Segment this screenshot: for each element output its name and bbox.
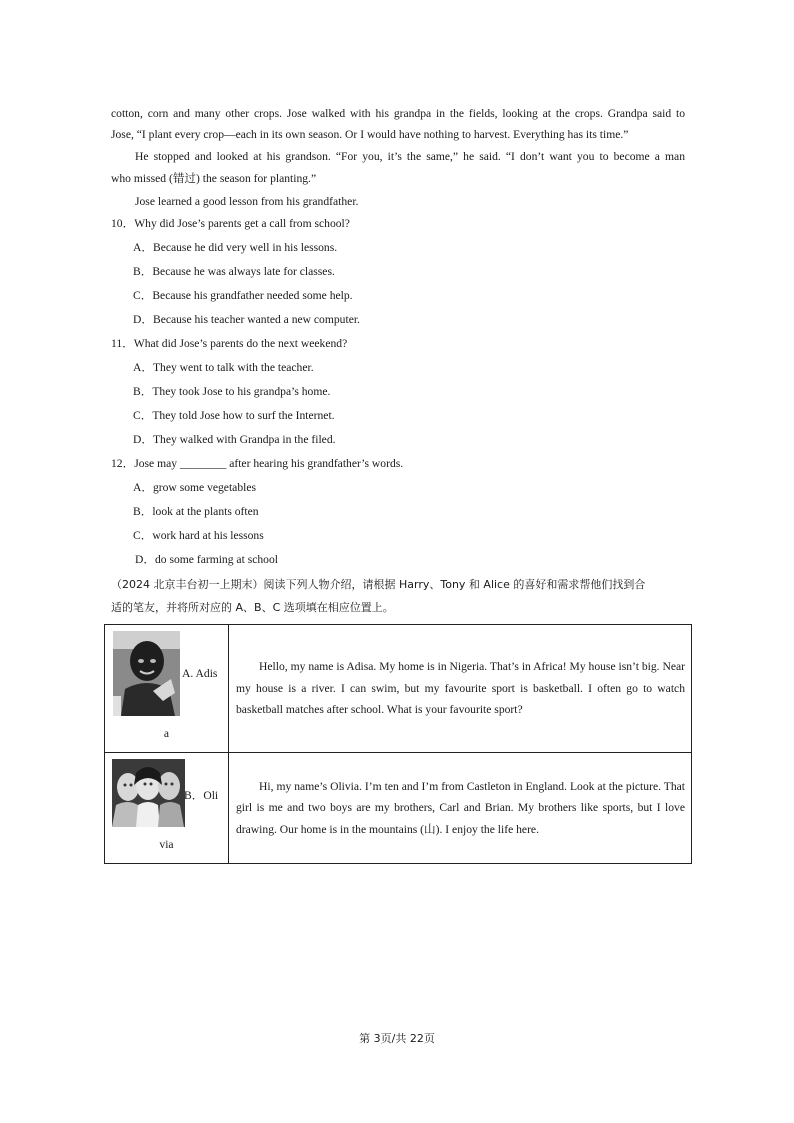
story-line: He stopped and looked at his grandson. “For you, it’s the same,” he said. “I don’t want you to become a man	[135, 150, 685, 163]
option: C．They told Jose how to surf the Internet.	[133, 409, 335, 422]
story-line: Jose, “I plant every crop—each in its own season. Or I would have nothing to harvest. Everything has its time.”	[111, 128, 629, 141]
option: B．look at the plants often	[133, 505, 259, 518]
penpal-row	[105, 753, 692, 864]
question-number: 10．	[111, 217, 135, 230]
story-line: cotton, corn and many other crops. Jose walked with his grandpa in the fields, looking at the crops. Grandpa said to	[111, 107, 685, 120]
question-text: Why did Jose’s parents get a call from school?	[134, 217, 350, 230]
option: A．Because he did very well in his lessons.	[133, 241, 338, 254]
penpal-photo-cell	[105, 625, 229, 753]
option: D．They walked with Grandpa in the filed.	[133, 433, 336, 446]
option: C．work hard at his lessons	[133, 529, 264, 542]
penpal-label: A. Adis	[182, 667, 218, 680]
question-10	[111, 216, 350, 232]
option: B．They took Jose to his grandpa’s home.	[133, 385, 331, 398]
question-11	[111, 336, 347, 352]
section-instruction: （2024 北京丰台初一上期末）阅读下列人物介绍，请根据 Harry、Tony 和 Alice 的喜好和需求帮他们找到合	[111, 578, 646, 591]
question-text: What did Jose’s parents do the next weekend?	[133, 337, 348, 350]
question-number: 11．	[111, 337, 134, 350]
penpal-label: B．Oli	[184, 789, 219, 802]
option: A．grow some vegetables	[133, 481, 256, 494]
option: A．They went to talk with the teacher.	[133, 361, 314, 374]
story-line: Jose learned a good lesson from his grandfather.	[135, 195, 359, 208]
penpal-row	[105, 625, 692, 753]
penpal-label-continued: a	[163, 727, 170, 740]
option: D．Because his teacher wanted a new computer.	[133, 313, 360, 326]
adisa-photo	[113, 631, 180, 716]
question-text: Jose may ________ after hearing his grandfather’s words.	[134, 457, 404, 470]
penpal-intro-text: Hello, my name is Adisa. My home is in Nigeria. That’s in Africa! My house isn’t big. Near my house is a river. I can swim, but my favourite sport is basketball. I often go to watch basketball matches after school. What is your favourite sport?	[236, 660, 685, 717]
question-number: 12．	[111, 457, 135, 470]
question-12	[111, 456, 403, 472]
section-instruction: 适的笔友，并将所对应的 A、B、C 选项填在相应位置上。	[111, 601, 394, 614]
story-line: who missed (错过) the season for planting.”	[111, 172, 317, 185]
option: C．Because his grandfather needed some help.	[133, 289, 353, 302]
olivia-photo	[112, 759, 185, 827]
penpal-photo-cell	[105, 753, 229, 864]
penpal-label-continued: via	[159, 838, 174, 851]
option: B．Because he was always late for classes.	[133, 265, 335, 278]
option: D．do some farming at school	[135, 553, 278, 566]
penpal-text-cell	[229, 753, 692, 864]
page-footer: 第 3页/共 22页	[359, 1032, 435, 1045]
penpal-text-cell	[229, 625, 692, 753]
penpal-table	[104, 624, 692, 864]
penpal-intro-text: Hi, my name’s Olivia. I’m ten and I’m from Castleton in England. Look at the picture. That girl is me and two boys are my brothers, Carl and Brian. My brothers like sports, but I love drawing. Our home is in the mountains (山). I enjoy the life here.	[236, 779, 685, 836]
